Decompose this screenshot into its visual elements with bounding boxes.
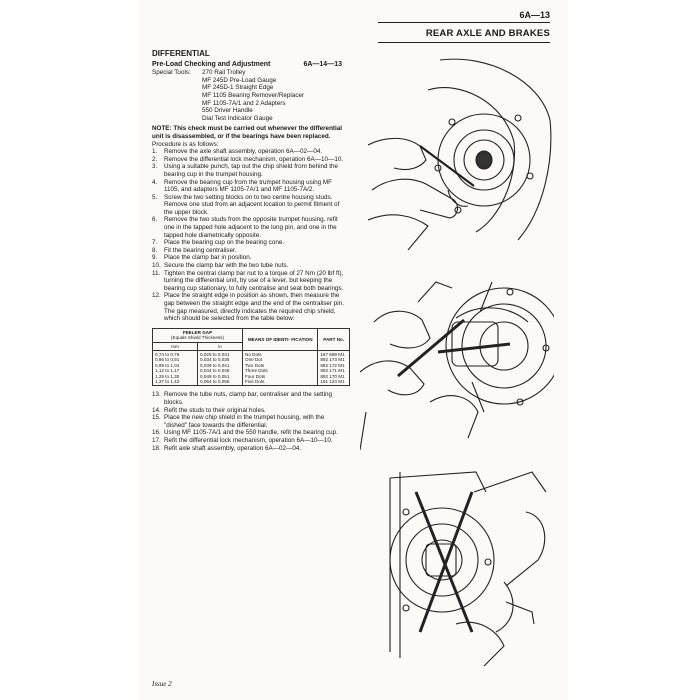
tool-item: MF 1105-7A/1 and 2 Adapters <box>202 99 286 107</box>
steps-list-b <box>152 391 348 452</box>
illustration-clamp-bar <box>360 262 554 450</box>
illustration-straight-edge <box>356 452 554 670</box>
note-text: This check must be carried out whenever the differential unit is disassembled, or if the bearings have been replaced. <box>152 125 343 140</box>
table-header-row <box>153 328 350 342</box>
text-column <box>152 50 348 452</box>
step-item: 17. Refit the differential lock mechanism, operation 6A—10—10. <box>152 437 333 444</box>
step-item: 16. Using MF 1105-7A/1 and the 550 handle, refit the bearing cup. <box>152 429 338 437</box>
subtitle: Pre-Load Checking and Adjustment <box>152 60 271 68</box>
step-item: 11. Tighten the central clamp bar nut to a torque of 27 Nm (20 lbf ft), turning the differential unit, by use of a lever, but keeping the bearing cup stationary, to fully centralise and seat both bearings. <box>152 269 344 292</box>
header-in: in <box>198 342 243 350</box>
tool-item: MF 245D Pre-Load Gauge <box>202 76 277 84</box>
step-item: 18. Refit axle shaft assembly, operation 6A—02—04. <box>152 444 302 452</box>
mm-values: 0,74 to 0,78 0,86 to 0,91 0,99 to 1,04 1,12 to 1,17 1,25 to 1,30 1,37 to 1,42 <box>153 351 198 386</box>
header-rule-top <box>378 22 550 23</box>
tool-item: MF 1105 Bearing Remover/Replacer <box>202 91 305 99</box>
step-item: 5. Screw the two setting blocks on to two centre housing studs. Remove one stud from an adjacent location to permit fitment of the upper block. <box>152 193 340 216</box>
header-part-no: PART No. <box>318 328 350 350</box>
in-values: 0,029 to 0,031 0,034 to 0,036 0,039 to 0,041 0,044 to 0,046 0,049 to 0,051 0,054 to 0,056 <box>198 351 243 386</box>
step-item: 4. Remove the bearing cup from the trumpet housing using MF 1105, and adapters MF 1105-7A/1 and MF 1105-7A/2. <box>152 178 333 194</box>
note <box>152 125 348 140</box>
tool-item: Dial Test Indicator Gauge <box>202 114 273 122</box>
footer-issue: Issue 2 <box>152 680 172 688</box>
page-number: 6A—13 <box>519 10 550 20</box>
step-item: 12. Place the straight edge in position as shown, then measure the gap between the straight edge and the end of the centraliser pin. <box>152 292 344 307</box>
subtitle-row <box>152 61 342 69</box>
step-item: 1. Remove the axle shaft assembly, operation 6A—02—04. <box>152 148 323 156</box>
part-values: 187 689 M1 892 173 M1 892 172 M1 892 171 M1 892 170 M1 191 124 M1 <box>318 351 350 386</box>
table-body-row <box>153 351 350 386</box>
tool-item: MF 245D-1 Straight Edge <box>202 84 274 92</box>
section-title: REAR AXLE AND BRAKES <box>425 28 550 39</box>
tools-list <box>202 69 304 122</box>
id-values: No Dots One Dot Two Dots Three Dots Four Dots Five Dots <box>243 351 318 386</box>
step-item: 7. Place the bearing cup on the bearing cone. <box>152 239 285 247</box>
operation-number: 6A—14—13 <box>303 60 342 68</box>
steps-list-a <box>152 148 348 307</box>
step12-extra: The gap measured, directly indicates the required chip shield, which should be selected from the table below: <box>164 307 336 323</box>
step-item: 9. Place the clamp bar in position. <box>152 254 252 262</box>
header-feeler-gap: FEELER GAP (Equals Shield Thickness) <box>153 328 243 342</box>
step-item: 15. Place the new chip shield in the trumpet housing, with the "dished" face towards the differential. <box>152 414 325 429</box>
step-item: 6. Remove the two studs from the opposite trumpet housing, refit one in the tapped hole adjacent to the long pin, and one in the tapped hole diametrically opposite. <box>152 216 338 239</box>
step-item: 3. Using a suitable punch, tap out the chip shield from behind the bearing cup in the trumpet housing. <box>152 163 338 178</box>
special-tools <box>152 69 348 122</box>
header-mm: mm <box>153 342 198 350</box>
step-item: 10. Secure the clamp bar with the two tube nuts. <box>152 262 289 270</box>
header-rule-bottom <box>378 42 550 43</box>
tool-item: 270 Rail Trolley <box>202 69 246 77</box>
step-item: 13. Remove the tube nuts, clamp bar, centraliser and the setting blocks. <box>152 391 333 407</box>
note-label: NOTE: <box>152 125 172 133</box>
step-item: 14. Refit the studs to their original holes. <box>152 406 266 414</box>
tools-label: Special Tools: <box>152 69 191 77</box>
chip-shield-table <box>152 328 350 387</box>
step-item: 8. Fit the bearing centraliser. <box>152 246 237 254</box>
tool-item: 550 Driver Handle <box>202 107 253 115</box>
illustration-punch-chip-shield <box>368 50 554 250</box>
page-title: DIFFERENTIAL <box>152 49 210 58</box>
header-means-id: MEANS OF IDENTI- FICATION <box>243 328 318 350</box>
procedure-intro: Procedure is as follows: <box>152 140 219 148</box>
step-item: 2. Remove the differential lock mechanism, operation 6A—10—10. <box>152 155 344 163</box>
